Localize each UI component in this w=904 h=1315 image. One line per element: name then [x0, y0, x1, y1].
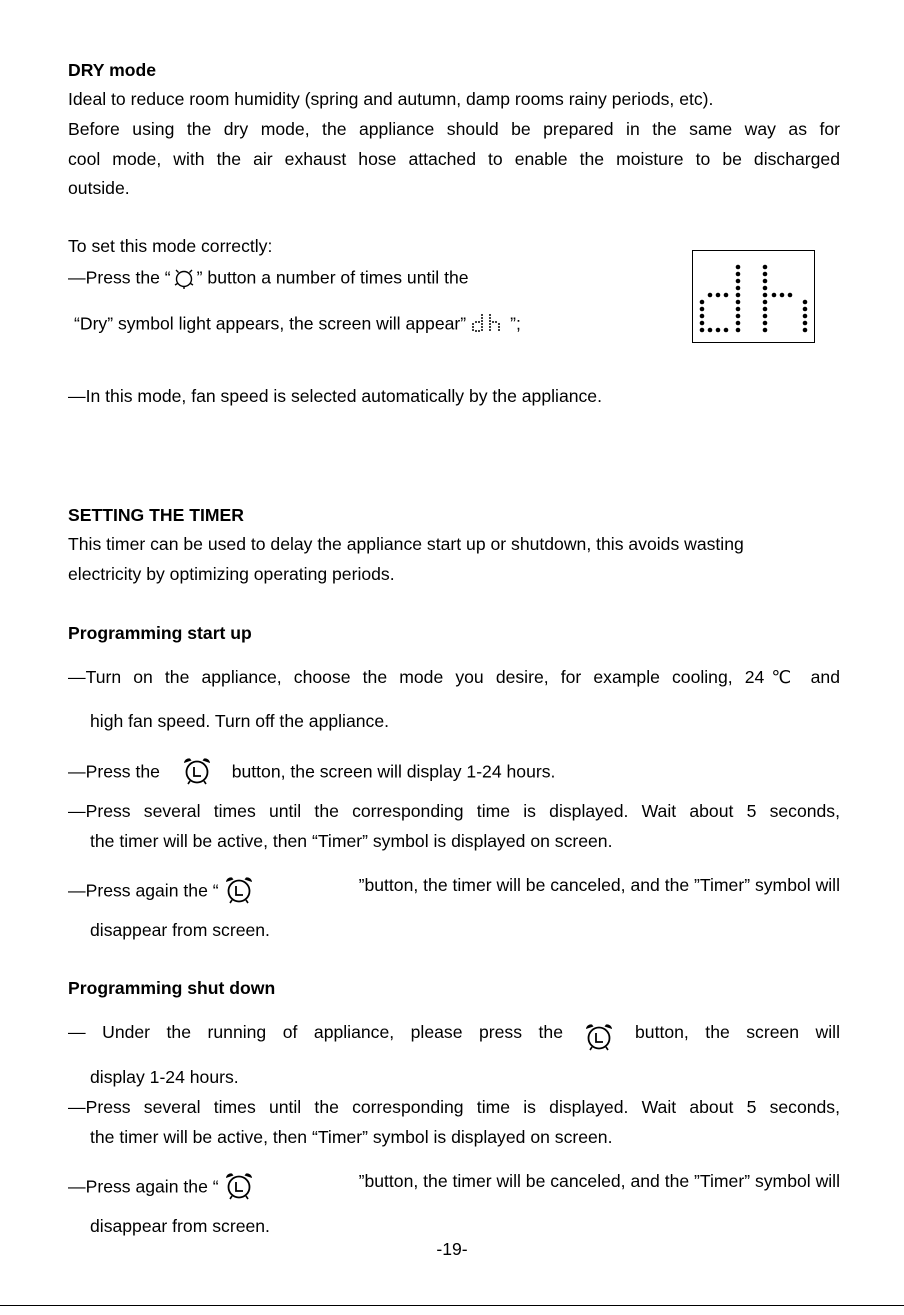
display-dot: [780, 293, 785, 298]
display-dot: [763, 300, 768, 305]
set-mode-intro: To set this mode correctly:: [68, 236, 273, 256]
dry-mode-heading: DRY mode: [68, 60, 156, 80]
display-dot: [724, 328, 729, 333]
shutdown-step3-line1: [68, 1173, 840, 1203]
display-dot: [763, 321, 768, 326]
mode-icon: [172, 266, 196, 290]
startup-step4-text-b: ”button, the timer will be canceled, and the ”Timer” symbol will: [358, 875, 840, 895]
display-dot: [763, 307, 768, 312]
display-dot: [763, 314, 768, 319]
display-dot: [700, 328, 705, 333]
display-dot: [803, 307, 808, 312]
startup-step3-line1: —Press several times until the corresponding time is displayed. Wait about 5 seconds,: [68, 801, 840, 821]
startup-step3-line2: the timer will be active, then “Timer” symbol is displayed on screen.: [90, 831, 613, 851]
startup-step1-line1: —Turn on the appliance, choose the mode you desire, for example cooling, 24℃ and: [68, 667, 840, 687]
alarm-clock-icon: [223, 1171, 255, 1201]
display-dot: [700, 307, 705, 312]
timer-intro-line1: This timer can be used to delay the appliance start up or shutdown, this avoids wasting: [68, 534, 744, 554]
startup-step4-text-a: —Press again the “: [68, 880, 219, 901]
dry-step2: —In this mode, fan speed is selected automatically by the appliance.: [68, 386, 602, 406]
dry-step1-text-b: ” button a number of times until the: [196, 267, 469, 288]
display-dot: [700, 321, 705, 326]
display-dot: [763, 293, 768, 298]
display-dot: [736, 314, 741, 319]
display-dot: [803, 300, 808, 305]
dry-display-box: [692, 250, 815, 343]
display-dot: [763, 286, 768, 291]
shutdown-step3-text-b: ”button, the timer will be canceled, and the ”Timer” symbol will: [358, 1171, 840, 1191]
display-dot: [716, 328, 721, 333]
display-dot: [763, 265, 768, 270]
shutdown-step1-text-a: — Under the running of appliance, please press the: [68, 1022, 563, 1042]
dry-mode-para-line1: Before using the dry mode, the appliance should be prepared in the same way as for: [68, 119, 840, 139]
startup-heading: Programming start up: [68, 623, 252, 643]
startup-step1-line2: high fan speed. Turn off the appliance.: [90, 711, 389, 731]
dry-mode-intro: Ideal to reduce room humidity (spring and autumn, damp rooms rainy periods, etc).: [68, 89, 714, 109]
display-dot: [803, 328, 808, 333]
dry-step1-text-d: ”;: [510, 313, 521, 334]
startup-step2-text-a: —Press the: [68, 761, 160, 782]
dry-step1-text-a: —Press the “: [68, 267, 171, 288]
dry-mode-para-line3: outside.: [68, 178, 130, 198]
display-dot: [736, 321, 741, 326]
display-dot: [716, 293, 721, 298]
startup-step4-left: [68, 877, 259, 907]
shutdown-step1-line2: display 1-24 hours.: [90, 1067, 239, 1087]
display-dot: [736, 307, 741, 312]
display-dot: [788, 293, 793, 298]
display-dot: [772, 293, 777, 298]
display-dot: [708, 293, 713, 298]
shutdown-step1-line1: [68, 1024, 840, 1054]
startup-step2: [68, 758, 555, 788]
dry-step1-text-c: “Dry” symbol light appears, the screen will appear”: [74, 313, 467, 334]
bottom-rule: [0, 1305, 904, 1306]
page-number: -19-: [436, 1239, 468, 1259]
display-dot: [763, 272, 768, 277]
startup-step4-line2: disappear from screen.: [90, 920, 270, 940]
display-dot: [700, 300, 705, 305]
display-dot: [736, 272, 741, 277]
display-dot: [724, 293, 729, 298]
shutdown-step2-line1: —Press several times until the corresponding time is displayed. Wait about 5 seconds,: [68, 1097, 840, 1117]
display-dot: [736, 300, 741, 305]
display-dot: [700, 314, 705, 319]
alarm-clock-icon: [583, 1022, 615, 1052]
alarm-clock-icon: [223, 875, 255, 905]
shutdown-step3-left: [68, 1173, 259, 1203]
display-dot: [763, 328, 768, 333]
display-dot: [736, 328, 741, 333]
display-dot: [736, 279, 741, 284]
shutdown-step3-text-a: —Press again the “: [68, 1176, 219, 1197]
startup-step4-line1: [68, 877, 840, 907]
timer-heading: SETTING THE TIMER: [68, 505, 244, 525]
display-dot: [736, 265, 741, 270]
shutdown-heading: Programming shut down: [68, 978, 276, 998]
shutdown-step3-line2: disappear from screen.: [90, 1216, 270, 1236]
shutdown-step1-text-b: button, the screen will: [635, 1022, 840, 1042]
dry-step1-line1: [68, 267, 469, 291]
dry-mode-para-line2: cool mode, with the air exhaust hose attached to enable the moisture to be discharged: [68, 149, 840, 169]
shutdown-step2-line2: the timer will be active, then “Timer” symbol is displayed on screen.: [90, 1127, 613, 1147]
dry-display-dh-icon: [693, 251, 816, 344]
alarm-clock-icon: [181, 756, 213, 786]
display-dot: [803, 314, 808, 319]
display-dot: [763, 279, 768, 284]
display-dot: [736, 286, 741, 291]
display-dot: [736, 293, 741, 298]
dry-display-glyph-icon: [469, 312, 507, 334]
startup-step2-text-b: button, the screen will display 1-24 hours.: [231, 761, 556, 782]
dry-step1-line2: [74, 314, 521, 336]
display-dot: [708, 328, 713, 333]
timer-intro-line2: electricity by optimizing operating periods.: [68, 564, 395, 584]
display-dot: [803, 321, 808, 326]
